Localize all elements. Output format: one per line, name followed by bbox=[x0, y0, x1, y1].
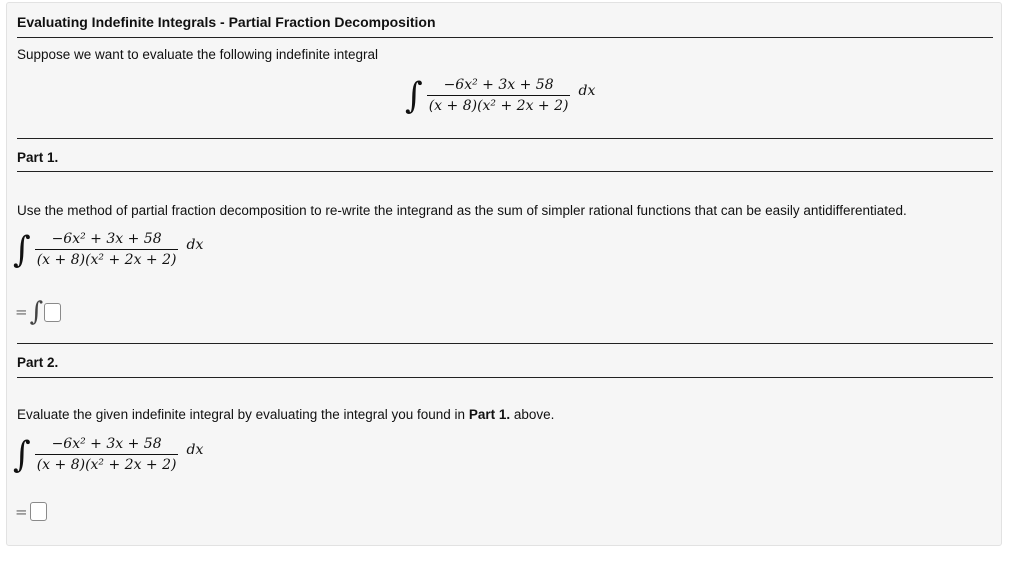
differential: dx bbox=[578, 82, 596, 99]
part2-answer-input[interactable] bbox=[30, 502, 47, 521]
divider bbox=[17, 343, 993, 344]
integral-sign: ∫ bbox=[29, 297, 44, 327]
intro-text: Suppose we want to evaluate the following indefinite integral bbox=[17, 47, 378, 62]
integrand-denominator: (x + 8)(x² + 2x + 2) bbox=[36, 457, 177, 473]
part1-integral bbox=[13, 228, 204, 271]
integral-sign: ∫ bbox=[405, 74, 423, 117]
equals-sign: = bbox=[15, 502, 28, 521]
part2-label: Part 2. bbox=[17, 355, 59, 370]
equals-sign: = bbox=[15, 303, 28, 321]
differential: dx bbox=[186, 441, 204, 458]
integrand-numerator: −6x² + 3x + 58 bbox=[443, 77, 554, 93]
divider bbox=[17, 171, 993, 172]
part1-label: Part 1. bbox=[17, 150, 59, 165]
integral-sign: ∫ bbox=[13, 228, 31, 271]
main-integral bbox=[405, 74, 596, 117]
divider bbox=[17, 37, 993, 38]
divider bbox=[17, 377, 993, 378]
integrand-denominator: (x + 8)(x² + 2x + 2) bbox=[36, 252, 177, 268]
integrand-numerator: −6x² + 3x + 58 bbox=[51, 231, 162, 247]
part2-integral bbox=[13, 433, 204, 476]
fraction-bar bbox=[427, 95, 571, 96]
differential: dx bbox=[186, 236, 204, 253]
part1-instruction: Use the method of partial fraction decomposition to re-write the integrand as the sum of simpler rational functions that can be easily antidifferentiated. bbox=[17, 203, 907, 218]
fraction-bar bbox=[35, 249, 179, 250]
integrand-fraction bbox=[427, 77, 571, 114]
part2-instruction-start: Evaluate the given indefinite integral by evaluating the integral you found in bbox=[17, 407, 469, 422]
fraction-bar bbox=[35, 454, 179, 455]
part1-answer-line bbox=[15, 297, 61, 327]
integrand-denominator: (x + 8)(x² + 2x + 2) bbox=[428, 98, 569, 114]
part2-instruction-ref: Part 1. bbox=[468, 407, 511, 422]
divider bbox=[17, 138, 993, 139]
integrand-fraction bbox=[35, 231, 179, 268]
problem-card bbox=[6, 2, 1002, 546]
integrand-fraction bbox=[35, 436, 179, 473]
integral-sign: ∫ bbox=[13, 433, 31, 476]
part2-instruction-end: above. bbox=[510, 407, 555, 422]
integrand-numerator: −6x² + 3x + 58 bbox=[51, 436, 162, 452]
problem-title: Evaluating Indefinite Integrals - Partial Fraction Decomposition bbox=[17, 14, 436, 30]
part1-answer-input[interactable] bbox=[44, 303, 61, 322]
part2-answer-line bbox=[15, 502, 47, 521]
part2-instruction bbox=[17, 407, 554, 422]
